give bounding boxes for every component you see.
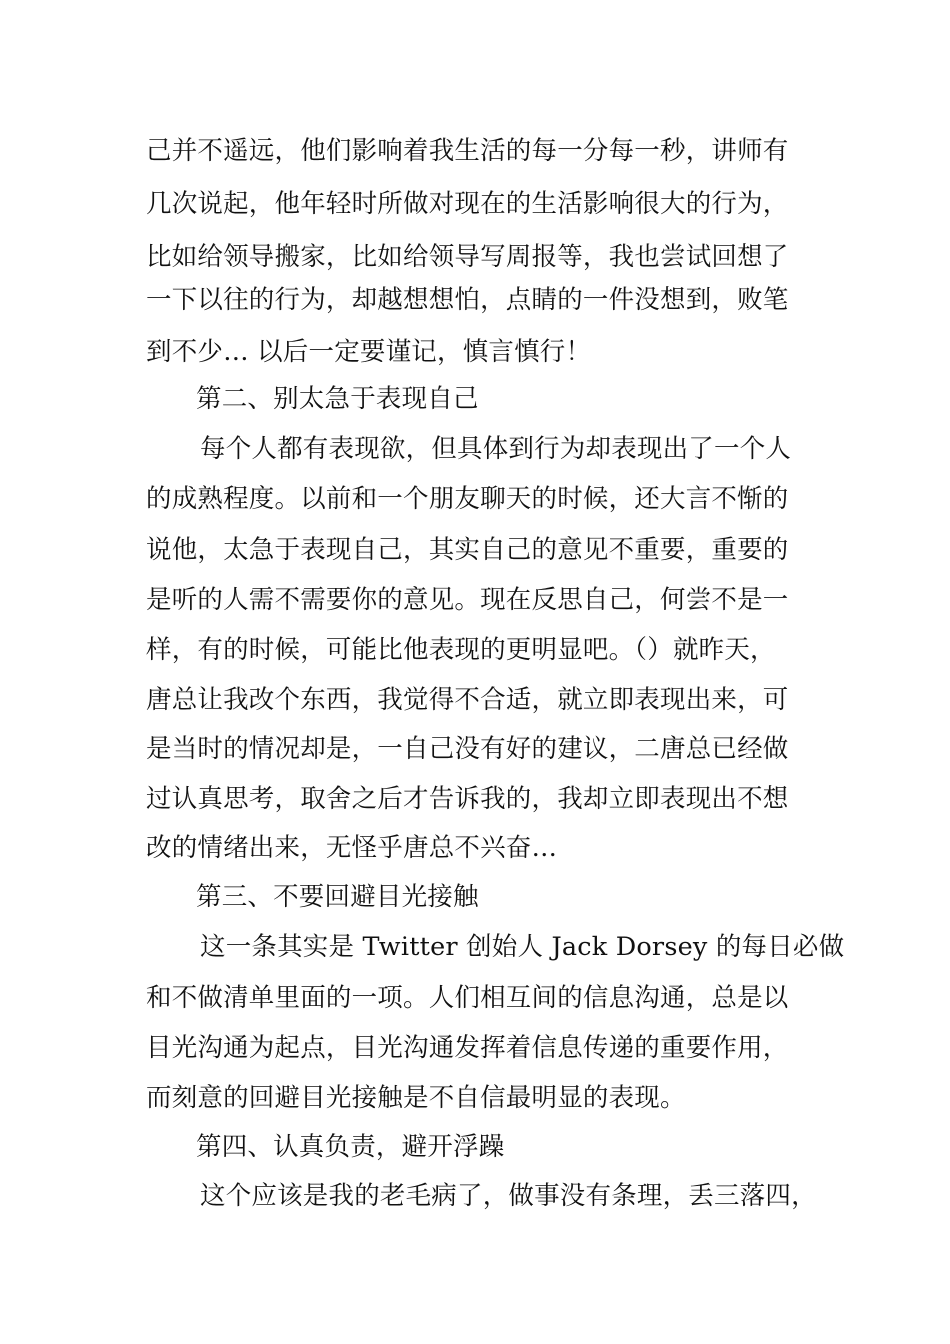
body-text-line: 目光沟通为起点，目光沟通发挥着信息传递的重要作用， bbox=[146, 1033, 789, 1063]
body-text-line: 这一条其实是 Twitter 创始人 Jack Dorsey 的每日必做 bbox=[200, 932, 845, 962]
body-text-line: 改的情绪出来，无怪乎唐总不兴奋… bbox=[146, 833, 558, 863]
body-text-line: 和不做清单里面的一项。人们相互间的信息沟通，总是以 bbox=[146, 983, 789, 1013]
body-text-line: 的成熟程度。以前和一个朋友聊天的时候，还大言不惭的 bbox=[146, 484, 789, 514]
body-text-line: 这个应该是我的老毛病了，做事没有条理，丢三落四， bbox=[200, 1181, 817, 1211]
section-heading: 第三、不要回避目光接触 bbox=[196, 882, 479, 912]
body-text-line: 唐总让我改个东西，我觉得不合适，就立即表现出来，可 bbox=[146, 685, 789, 715]
body-text-line: 每个人都有表现欲，但具体到行为却表现出了一个人 bbox=[200, 434, 792, 464]
section-heading: 第四、认真负责，避开浮躁 bbox=[196, 1132, 505, 1162]
body-text-line: 己并不遥远，他们影响着我生活的每一分每一秒，讲师有 bbox=[146, 136, 789, 166]
body-text-line: 是听的人需不需要你的意见。现在反思自己，何尝不是一 bbox=[146, 585, 789, 615]
body-text-line: 是当时的情况却是，一自己没有好的建议，二唐总已经做 bbox=[146, 734, 789, 764]
body-text-line: 几次说起，他年轻时所做对现在的生活影响很大的行为， bbox=[146, 189, 789, 219]
body-text-line: 样，有的时候，可能比他表现的更明显吧。（）就昨天， bbox=[146, 635, 776, 665]
body-text-line: 到不少… 以后一定要谨记，慎言慎行！ bbox=[146, 337, 592, 367]
body-text-line: 而刻意的回避目光接触是不自信最明显的表现。 bbox=[146, 1083, 686, 1113]
body-text-line: 比如给领导搬家，比如给领导写周报等，我也尝试回想了 bbox=[146, 242, 789, 272]
body-text-line: 过认真思考，取舍之后才告诉我的，我却立即表现出不想 bbox=[146, 784, 789, 814]
body-text-line: 一下以往的行为，却越想想怕，点睛的一件没想到，败笔 bbox=[146, 285, 789, 315]
body-text-line: 说他，太急于表现自己，其实自己的意见不重要，重要的 bbox=[146, 535, 789, 565]
section-heading: 第二、别太急于表现自己 bbox=[196, 384, 479, 414]
